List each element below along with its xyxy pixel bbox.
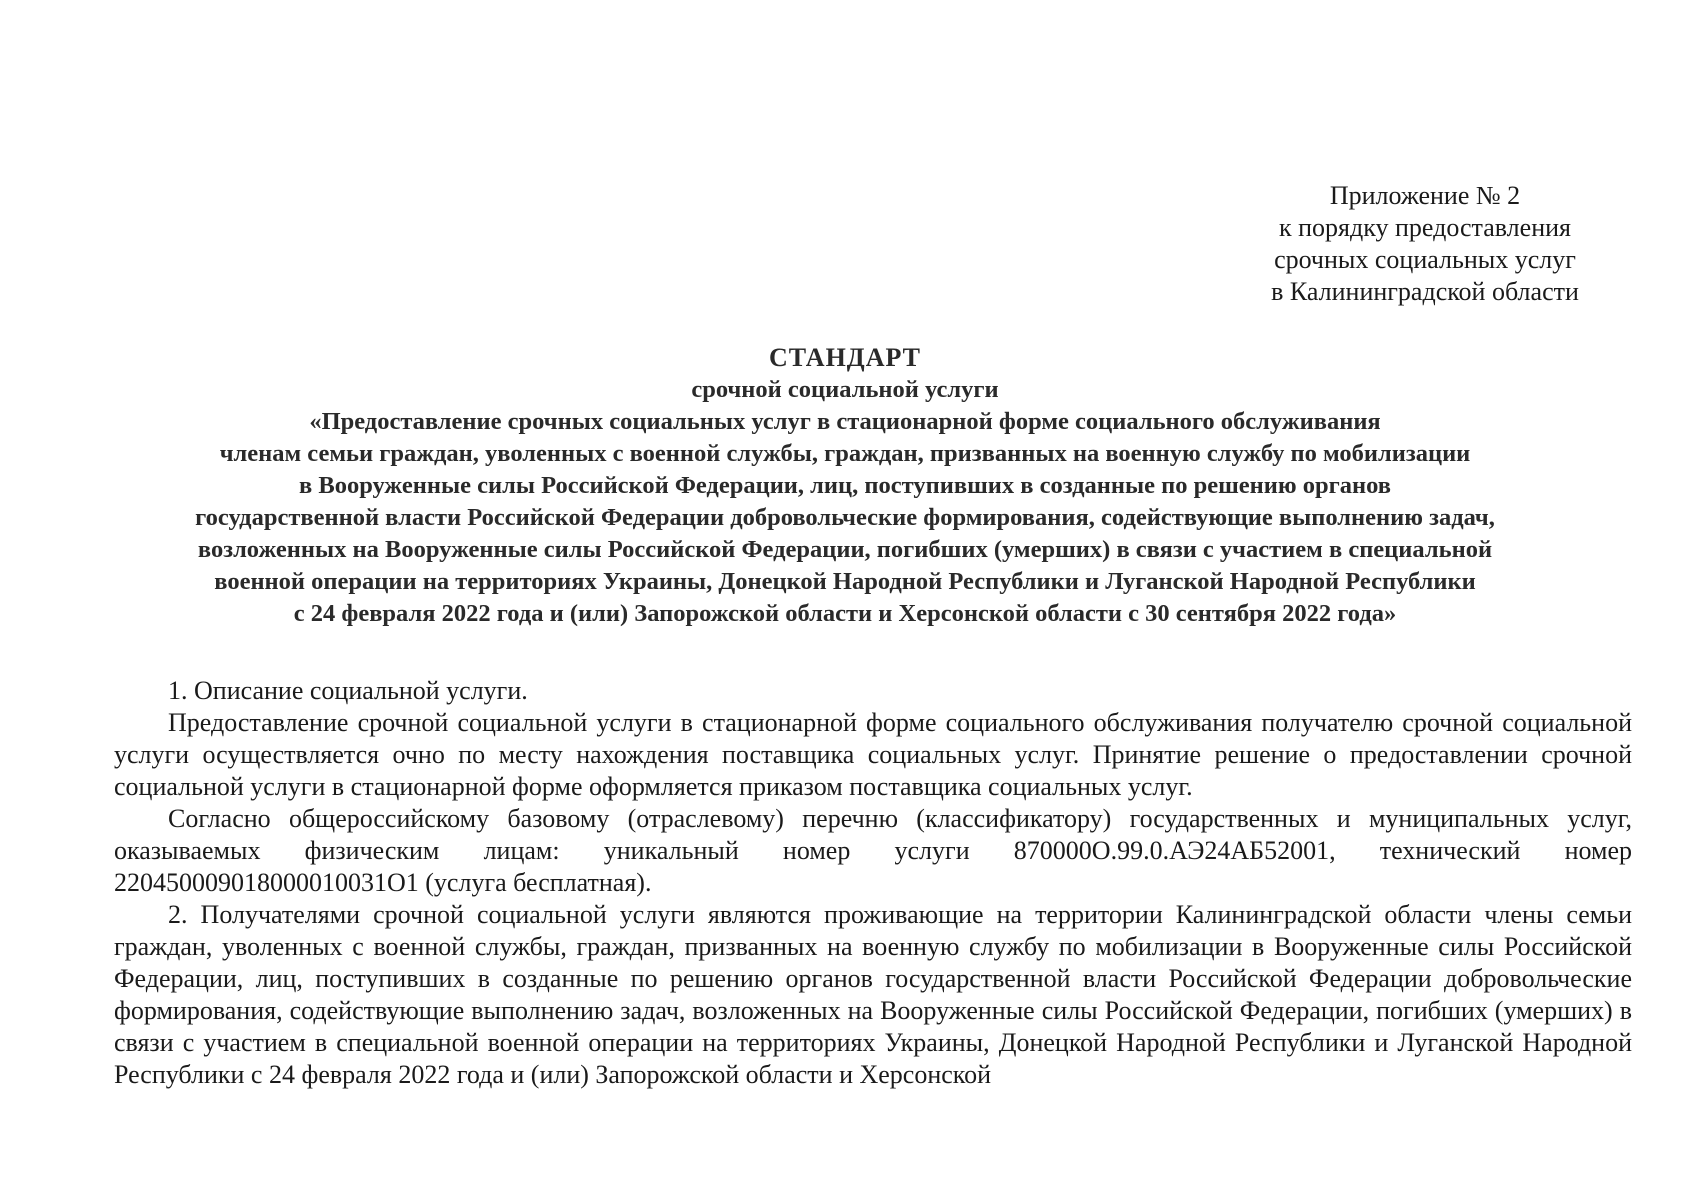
heading-line: с 24 февраля 2022 года и (или) Запорожской области и Херсонской области с 30 сентября 2022 года»	[293, 600, 1397, 627]
appendix-block	[1230, 180, 1620, 308]
heading-line: членам семьи граждан, уволенных с военной службы, граждан, призванных на военную службу по мобилизации	[219, 440, 1471, 467]
paragraph-service-description: Предоставление срочной социальной услуги в стационарной форме социального обслуживания получателю срочной социальной услуги осуществляется очно по месту нахождения поставщика социальных услуг. Принятие решение о предоставлении срочной социальной услуги в стационарной форме оформляется приказом поставщика социальных услуг.	[114, 708, 1632, 801]
paragraph-recipients: 2. Получателями срочной социальной услуги являются проживающие на территории Калининградской области члены семьи граждан, уволенных с военной службы, граждан, призванных на военную службу по мобилизации в Вооруженные силы Российской Федерации, лиц, поступивших в созданные по решению органов государственной власти Российской Федерации добровольческие формирования, содействующие выполнению задач, возложенных на Вооруженные силы Российской Федерации, погибших (умерших) в связи с участием в специальной военной операции на территориях Украины, Донецкой Народной Республики и Луганской Народной Республики с 24 февраля 2022 года и (или) Запорожской области и Херсонской	[114, 900, 1632, 1089]
heading-line: военной операции на территориях Украины, Донецкой Народной Республики и Луганской Народной Республики	[214, 568, 1476, 595]
heading-line: возложенных на Вооруженные силы Российской Федерации, погибших (умерших) в связи с участием в специальной	[197, 536, 1493, 563]
section-1-heading: 1. Описание социальной услуги.	[168, 676, 528, 705]
appendix-line-4: в Калининградской области	[1271, 277, 1579, 306]
document-heading	[100, 342, 1590, 630]
heading-line: в Вооруженные силы Российской Федерации, лиц, поступивших в созданные по решению органов	[299, 472, 1391, 499]
paragraph-classifier: Согласно общероссийскому базовому (отраслевому) перечню (классификатору) государственных и муниципальных услуг, оказываемых физическим лицам: уникальный номер услуги 870000О.99.0.АЭ24АБ52001, технический номер 220450009018000010031О1 (услуга бесплатная).	[114, 804, 1632, 897]
document-body	[114, 675, 1632, 1091]
document-title: СТАНДАРТ	[768, 343, 922, 372]
appendix-line-2: к порядку предоставления	[1279, 213, 1571, 242]
heading-line: «Предоставление срочных социальных услуг в стационарной форме социального обслуживания	[309, 408, 1381, 435]
appendix-line-1: Приложение № 2	[1329, 181, 1521, 210]
heading-line: государственной власти Российской Федерации добровольческие формирования, содействующие выполнению задач,	[195, 504, 1495, 531]
appendix-line-3: срочных социальных услуг	[1274, 245, 1576, 274]
document-subtitle: срочной социальной услуги	[691, 376, 999, 403]
